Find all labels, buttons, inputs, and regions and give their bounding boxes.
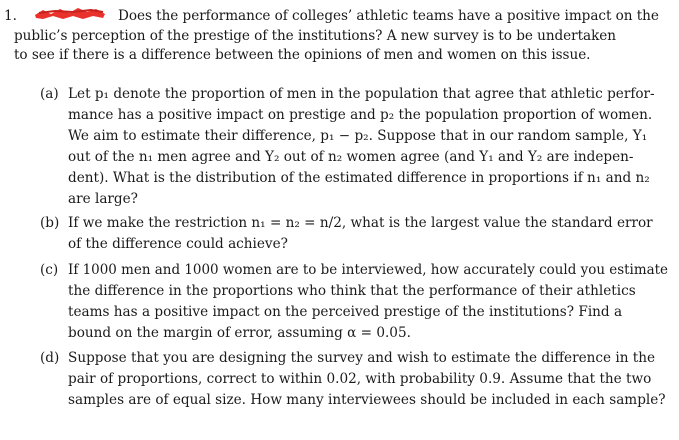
- part-b-line-1: If we make the restriction n₁ = n₂ = n/2, what is the largest value the standard error: [68, 215, 653, 231]
- part-b-label: (b): [40, 215, 60, 231]
- part-a-label: (a): [40, 86, 59, 102]
- part-b-line-2: of the difference could achieve?: [68, 236, 288, 252]
- part-d-line-3: samples are of equal size. How many interviewees should be included in each sample?: [68, 392, 666, 408]
- part-c-label: (c): [40, 262, 59, 278]
- part-a-line-6: are large?: [68, 191, 138, 207]
- intro-line-3: to see if there is a difference between the opinions of men and women on this issue.: [14, 47, 591, 63]
- part-a-line-1: Let p₁ denote the proportion of men in the population that agree that athletic perfor-: [68, 86, 655, 102]
- part-c-line-3: teams has a positive impact on the perceived prestige of the institutions? Find a: [68, 304, 623, 320]
- part-a-line-2: mance has a positive impact on prestige and p₂ the population proportion of women.: [68, 107, 653, 123]
- redaction-mark: [33, 6, 107, 21]
- part-a-line-3: We aim to estimate their difference, p₁ − p₂. Suppose that in our random sample, Y₁: [68, 128, 648, 144]
- part-a-line-4: out of the n₁ men agree and Y₂ out of n₂ women agree (and Y₁ and Y₂ are indepen-: [68, 149, 634, 165]
- intro-line-2: public’s perception of the prestige of the institutions? A new survey is to be undertaken: [14, 28, 616, 44]
- part-c-line-2: the difference in the proportions who think that the performance of their athletics: [68, 283, 636, 299]
- intro-line-1: Does the performance of colleges’ athletic teams have a positive impact on the: [118, 8, 659, 24]
- part-a-line-5: dent). What is the distribution of the estimated difference in proportions if n₁ and n₂: [68, 170, 650, 186]
- part-d-label: (d): [40, 350, 60, 366]
- part-c-line-4: bound on the margin of error, assuming α = 0.05.: [68, 325, 411, 341]
- part-d-line-2: pair of proportions, correct to within 0.02, with probability 0.9. Assume that the two: [68, 371, 652, 387]
- problem-number: 1.: [4, 8, 17, 24]
- part-d-line-1: Suppose that you are designing the survey and wish to estimate the difference in the: [68, 350, 656, 366]
- part-c-line-1: If 1000 men and 1000 women are to be interviewed, how accurately could you estimate: [68, 262, 669, 278]
